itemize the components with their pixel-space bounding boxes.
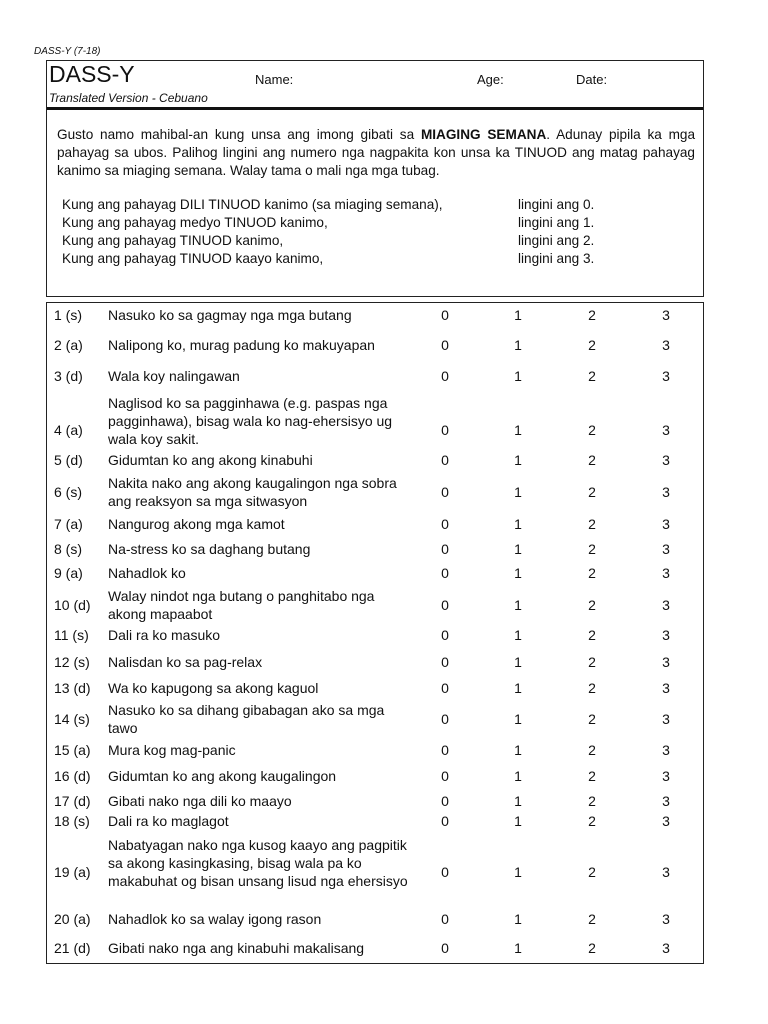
form-subtitle: Translated Version - Cebuano bbox=[49, 91, 208, 105]
item-number: 11 (s) bbox=[54, 627, 89, 643]
score-option-1[interactable]: 1 bbox=[514, 711, 522, 727]
item-text: Nangurog akong mga kamot bbox=[108, 516, 285, 532]
item-text: Gibati nako nga ang kinabuhi makalisang bbox=[108, 940, 365, 956]
name-label: Name: bbox=[255, 72, 294, 87]
score-option-2[interactable]: 2 bbox=[588, 337, 596, 353]
item-text: Nalisdan ko sa pag-relax bbox=[108, 654, 263, 670]
score-option-1[interactable]: 1 bbox=[514, 422, 522, 438]
score-option-0[interactable]: 0 bbox=[441, 940, 449, 956]
legend-row bbox=[62, 232, 682, 250]
legend-circle: lingini ang 0. bbox=[518, 197, 595, 212]
score-option-1[interactable]: 1 bbox=[514, 813, 522, 829]
score-option-3[interactable]: 3 bbox=[662, 452, 670, 468]
score-option-2[interactable]: 2 bbox=[588, 768, 596, 784]
item-number: 15 (a) bbox=[54, 742, 91, 758]
score-option-3[interactable]: 3 bbox=[662, 940, 670, 956]
score-option-1[interactable]: 1 bbox=[514, 597, 522, 613]
score-option-3[interactable]: 3 bbox=[662, 484, 670, 500]
score-option-1[interactable]: 1 bbox=[514, 940, 522, 956]
score-option-1[interactable]: 1 bbox=[514, 337, 522, 353]
item-number: 6 (s) bbox=[54, 484, 82, 500]
score-option-0[interactable]: 0 bbox=[441, 565, 449, 581]
item-number: 2 (a) bbox=[54, 337, 83, 353]
item-number: 17 (d) bbox=[54, 793, 91, 809]
score-option-3[interactable]: 3 bbox=[662, 541, 670, 557]
score-option-0[interactable]: 0 bbox=[441, 627, 449, 643]
score-option-0[interactable]: 0 bbox=[441, 813, 449, 829]
score-option-2[interactable]: 2 bbox=[588, 680, 596, 696]
score-option-3[interactable]: 3 bbox=[662, 793, 670, 809]
score-option-1[interactable]: 1 bbox=[514, 742, 522, 758]
score-option-3[interactable]: 3 bbox=[662, 337, 670, 353]
age-label: Age: bbox=[477, 72, 504, 87]
score-option-1[interactable]: 1 bbox=[514, 307, 522, 323]
item-number: 20 (a) bbox=[54, 911, 91, 927]
item-number: 9 (a) bbox=[54, 565, 83, 581]
score-option-2[interactable]: 2 bbox=[588, 864, 596, 880]
score-option-2[interactable]: 2 bbox=[588, 911, 596, 927]
score-option-1[interactable]: 1 bbox=[514, 793, 522, 809]
score-option-1[interactable]: 1 bbox=[514, 768, 522, 784]
items-table bbox=[46, 302, 704, 964]
legend-row bbox=[62, 214, 682, 232]
score-option-3[interactable]: 3 bbox=[662, 597, 670, 613]
score-option-3[interactable]: 3 bbox=[662, 768, 670, 784]
score-option-0[interactable]: 0 bbox=[441, 484, 449, 500]
score-option-2[interactable]: 2 bbox=[588, 940, 596, 956]
score-option-3[interactable]: 3 bbox=[662, 711, 670, 727]
score-option-0[interactable]: 0 bbox=[441, 422, 449, 438]
score-option-0[interactable]: 0 bbox=[441, 337, 449, 353]
score-option-2[interactable]: 2 bbox=[588, 627, 596, 643]
header-divider bbox=[47, 107, 703, 110]
instructions-part2: . Adunay pipila ka mga pahayag sa ubos. Palihog lingini ang numero nga nagpakita kon unsa ka TINUOD ang matag pahayag kanimo sa miaging semana. Walay tama o mali nga mga tubag. bbox=[57, 127, 696, 178]
item-number: 13 (d) bbox=[54, 680, 91, 696]
score-option-0[interactable]: 0 bbox=[441, 680, 449, 696]
item-text: Wa ko kapugong sa akong kaguol bbox=[108, 680, 319, 696]
item-number: 12 (s) bbox=[54, 654, 90, 670]
score-option-1[interactable]: 1 bbox=[514, 565, 522, 581]
item-text: Nahadlok ko sa walay igong rason bbox=[108, 911, 322, 927]
score-option-3[interactable]: 3 bbox=[662, 864, 670, 880]
legend-circle: lingini ang 3. bbox=[518, 251, 595, 266]
score-option-3[interactable]: 3 bbox=[662, 654, 670, 670]
score-option-0[interactable]: 0 bbox=[441, 307, 449, 323]
item-text: Dali ra ko maglagot bbox=[108, 813, 229, 829]
item-number: 8 (s) bbox=[54, 541, 82, 557]
score-option-0[interactable]: 0 bbox=[441, 541, 449, 557]
item-text: Mura kog mag-panic bbox=[108, 742, 236, 758]
item-text: Gibati nako nga dili ko maayo bbox=[108, 793, 292, 809]
form-title: DASS-Y bbox=[49, 61, 135, 87]
score-option-3[interactable]: 3 bbox=[662, 516, 670, 532]
item-text: Nasuko ko sa gagmay nga mga butang bbox=[108, 307, 352, 323]
score-option-0[interactable]: 0 bbox=[441, 597, 449, 613]
item-number: 5 (d) bbox=[54, 452, 83, 468]
item-text: Na-stress ko sa daghang butang bbox=[108, 541, 311, 557]
item-text: Nakita nako ang akong kaugalingon nga sobra ang reaksyon sa mga sitwasyon bbox=[108, 475, 397, 509]
item-text: Gidumtan ko ang akong kinabuhi bbox=[108, 452, 313, 468]
score-option-1[interactable]: 1 bbox=[514, 516, 522, 532]
instructions-text bbox=[57, 126, 695, 180]
score-option-2[interactable]: 2 bbox=[588, 565, 596, 581]
legend-text: Kung ang pahayag TINUOD kanimo, bbox=[62, 233, 284, 248]
form-code: DASS-Y (7-18) bbox=[34, 46, 101, 57]
item-number: 19 (a) bbox=[54, 864, 91, 880]
score-option-1[interactable]: 1 bbox=[514, 680, 522, 696]
scale-legend bbox=[62, 196, 682, 268]
score-option-3[interactable]: 3 bbox=[662, 813, 670, 829]
item-number: 14 (s) bbox=[54, 711, 90, 727]
score-option-2[interactable]: 2 bbox=[588, 813, 596, 829]
score-option-3[interactable]: 3 bbox=[662, 565, 670, 581]
header-box bbox=[46, 60, 704, 297]
score-option-2[interactable]: 2 bbox=[588, 484, 596, 500]
score-option-2[interactable]: 2 bbox=[588, 307, 596, 323]
legend-circle: lingini ang 2. bbox=[518, 233, 595, 248]
score-option-0[interactable]: 0 bbox=[441, 793, 449, 809]
instructions-bold: MIAGING SEMANA bbox=[420, 127, 547, 142]
item-number: 4 (a) bbox=[54, 422, 83, 438]
score-option-0[interactable]: 0 bbox=[441, 452, 449, 468]
item-number: 21 (d) bbox=[54, 940, 91, 956]
score-option-1[interactable]: 1 bbox=[514, 911, 522, 927]
item-number: 16 (d) bbox=[54, 768, 91, 784]
score-option-0[interactable]: 0 bbox=[441, 911, 449, 927]
score-option-0[interactable]: 0 bbox=[441, 864, 449, 880]
score-option-0[interactable]: 0 bbox=[441, 654, 449, 670]
item-text: Naglisod ko sa pagginhawa (e.g. paspas nga pagginhawa), bisag wala ko nag-ehersisyo ug wala koy sakit. bbox=[108, 395, 393, 447]
score-option-2[interactable]: 2 bbox=[588, 541, 596, 557]
score-option-3[interactable]: 3 bbox=[662, 422, 670, 438]
score-option-1[interactable]: 1 bbox=[514, 654, 522, 670]
score-option-2[interactable]: 2 bbox=[588, 452, 596, 468]
legend-text: Kung ang pahayag DILI TINUOD kanimo (sa miaging semana), bbox=[62, 197, 443, 212]
legend-circle: lingini ang 1. bbox=[518, 215, 595, 230]
item-number: 1 (s) bbox=[54, 307, 82, 323]
item-number: 18 (s) bbox=[54, 813, 90, 829]
score-option-1[interactable]: 1 bbox=[514, 864, 522, 880]
legend-text: Kung ang pahayag TINUOD kaayo kanimo, bbox=[62, 251, 324, 266]
item-text: Nasuko ko sa dihang gibabagan ako sa mga tawo bbox=[108, 702, 385, 736]
score-option-3[interactable]: 3 bbox=[662, 911, 670, 927]
legend-row bbox=[62, 196, 682, 214]
item-text: Dali ra ko masuko bbox=[108, 627, 221, 643]
score-option-2[interactable]: 2 bbox=[588, 597, 596, 613]
score-option-2[interactable]: 2 bbox=[588, 516, 596, 532]
score-option-3[interactable]: 3 bbox=[662, 627, 670, 643]
instructions-part1: Gusto namo mahibal-an kung unsa ang imong gibati sa bbox=[57, 127, 421, 142]
item-text: Wala koy nalingawan bbox=[108, 368, 240, 384]
score-option-1[interactable]: 1 bbox=[514, 541, 522, 557]
score-option-3[interactable]: 3 bbox=[662, 680, 670, 696]
score-option-0[interactable]: 0 bbox=[441, 516, 449, 532]
date-label: Date: bbox=[576, 72, 608, 87]
score-option-2[interactable]: 2 bbox=[588, 742, 596, 758]
score-option-2[interactable]: 2 bbox=[588, 654, 596, 670]
item-number: 10 (d) bbox=[54, 597, 91, 613]
score-option-1[interactable]: 1 bbox=[514, 627, 522, 643]
score-option-0[interactable]: 0 bbox=[441, 368, 449, 384]
item-number: 7 (a) bbox=[54, 516, 83, 532]
score-option-3[interactable]: 3 bbox=[662, 307, 670, 323]
score-option-2[interactable]: 2 bbox=[588, 711, 596, 727]
score-option-1[interactable]: 1 bbox=[514, 484, 522, 500]
score-option-0[interactable]: 0 bbox=[441, 711, 449, 727]
score-option-1[interactable]: 1 bbox=[514, 368, 522, 384]
score-option-2[interactable]: 2 bbox=[588, 368, 596, 384]
item-text: Gidumtan ko ang akong kaugalingon bbox=[108, 768, 337, 784]
item-number: 3 (d) bbox=[54, 368, 83, 384]
score-option-1[interactable]: 1 bbox=[514, 452, 522, 468]
legend-row bbox=[62, 250, 682, 268]
score-option-0[interactable]: 0 bbox=[441, 768, 449, 784]
score-option-0[interactable]: 0 bbox=[441, 742, 449, 758]
item-text: Walay nindot nga butang o panghitabo nga akong mapaabot bbox=[108, 588, 375, 622]
legend-text: Kung ang pahayag medyo TINUOD kanimo, bbox=[62, 215, 328, 230]
item-text: Nabatyagan nako nga kusog kaayo ang pagpitik sa akong kasingkasing, bisag wala pa ko makabuhat og bisan unsang lisud nga ehersisyo bbox=[108, 837, 408, 889]
score-option-2[interactable]: 2 bbox=[588, 422, 596, 438]
score-option-3[interactable]: 3 bbox=[662, 742, 670, 758]
score-option-3[interactable]: 3 bbox=[662, 368, 670, 384]
item-text: Nalipong ko, murag padung ko makuyapan bbox=[108, 337, 375, 353]
item-text: Nahadlok ko bbox=[108, 565, 186, 581]
score-option-2[interactable]: 2 bbox=[588, 793, 596, 809]
